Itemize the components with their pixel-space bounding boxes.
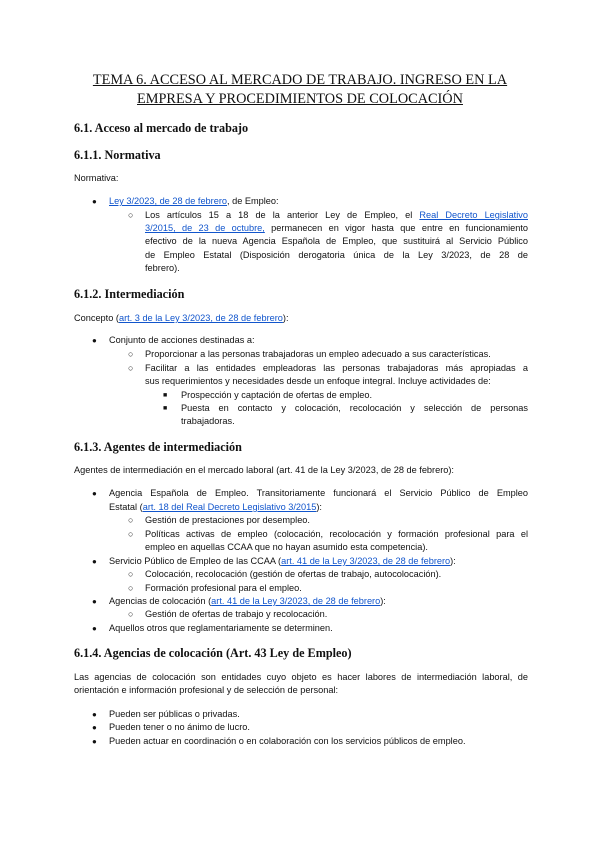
section-heading-6-1-2: 6.1.2. Intermediación — [74, 287, 185, 301]
section-heading-6-1-3: 6.1.3. Agentes de intermediación — [74, 440, 242, 454]
circle-bullet-icon: ○ — [128, 529, 134, 539]
art-41-ley-link[interactable]: art. 41 de la Ley 3/2023, de 28 de febrero — [281, 556, 451, 566]
circle-bullet-icon: ○ — [128, 349, 134, 359]
normativa-subitem-line-1: Los artículos 15 a 18 de la anterior Ley de Empleo, el Real Decreto Legislativo — [145, 210, 528, 220]
agentes-item-2-sub-2: Formación profesional para el empleo. — [145, 583, 302, 593]
bullet-icon: ● — [92, 557, 97, 566]
circle-bullet-icon: ○ — [128, 363, 134, 373]
circle-bullet-icon: ○ — [128, 609, 134, 619]
normativa-subitem-line-4: de Empleo Estatal (Disposición derogatoria única de la Ley 3/2023, de 28 de — [145, 250, 528, 260]
rdl-3-2015-link-cont[interactable]: 3/2015, de 23 de octubre, — [145, 223, 265, 233]
agentes-item-3-sub-1: Gestión de ofertas de trabajo y recolocación. — [145, 609, 328, 619]
circle-bullet-icon: ○ — [128, 210, 134, 220]
square-bullet-icon: ■ — [163, 392, 168, 399]
intermediacion-subitem-1: Proporcionar a las personas trabajadoras un empleo adecuado a sus características. — [145, 349, 491, 359]
section-heading-6-1-1: 6.1.1. Normativa — [74, 148, 161, 162]
agentes-item-1-sub-1: Gestión de prestaciones por desempleo. — [145, 515, 310, 525]
intermediacion-activity-2-line-1: Puesta en contacto y colocación, recolocación y selección de personas — [181, 403, 528, 413]
document-title — [60, 71, 540, 109]
intermediacion-activity-2-line-2: trabajadoras. — [181, 416, 235, 426]
art-3-ley-link[interactable]: art. 3 de la Ley 3/2023, de 28 de febrero — [118, 313, 283, 323]
agencias-paragraph-line-2: orientación e información profesional y de selección de personal: — [74, 685, 339, 695]
agentes-item-1-sub-2-line-1: Políticas activas de empleo (colocación, recolocación y formación profesional para el — [145, 529, 528, 539]
agentes-item-2: Servicio Público de Empleo de las CCAA (art. 41 de la Ley 3/2023, de 28 de febrero): — [109, 556, 456, 566]
art-18-rdl-link[interactable]: art. 18 del Real Decreto Legislativo 3/2015 — [142, 502, 317, 512]
square-bullet-icon: ■ — [163, 405, 168, 412]
intermediacion-activity-1: Prospección y captación de ofertas de empleo. — [181, 390, 373, 400]
section-heading-6-1-4: 6.1.4. Agencias de colocación (Art. 43 Ley de Empleo) — [74, 646, 352, 660]
bullet-icon: ● — [92, 624, 97, 633]
normativa-subitem-line-2: 3/2015, de 23 de octubre, permanecen en vigor hasta que entre en funcionamiento — [145, 223, 528, 233]
agentes-item-1-line-1: Agencia Española de Empleo. Transitoriamente funcionará el Servicio Público de Empleo — [109, 488, 528, 498]
bullet-icon: ● — [92, 710, 97, 719]
agentes-intro: Agentes de intermediación en el mercado laboral (art. 41 de la Ley 3/2023, de 28 de febrero): — [74, 465, 454, 475]
concepto-line: Concepto (art. 3 de la Ley 3/2023, de 28 de febrero): — [74, 313, 289, 323]
title-line-2: EMPRESA Y PROCEDIMIENTOS DE COLOCACIÓN — [137, 91, 463, 107]
agencias-paragraph-line-1: Las agencias de colocación son entidades cuyo objeto es hacer labores de intermediación laboral, de — [74, 672, 528, 682]
intermediacion-subitem-2-line-2: sus requerimientos y necesidades desde un enfoque integral. Incluye actividades de: — [145, 376, 491, 386]
agencias-item-3: Pueden actuar en coordinación o en colaboración con los servicios públicos de empleo. — [109, 736, 466, 746]
agentes-item-1-line-2: Estatal (art. 18 del Real Decreto Legislativo 3/2015): — [109, 502, 322, 512]
normativa-item-1: Ley 3/2023, de 28 de febrero, de Empleo: — [109, 196, 279, 206]
bullet-icon: ● — [92, 489, 97, 498]
normativa-subitem-line-5: febrero). — [145, 263, 180, 273]
art-41-ley-link-2[interactable]: art. 41 de la Ley 3/2023, de 28 de febrero — [211, 596, 381, 606]
circle-bullet-icon: ○ — [128, 515, 134, 525]
agentes-item-4: Aquellos otros que reglamentariamente se determinen. — [109, 623, 333, 633]
intermediacion-item-1: Conjunto de acciones destinadas a: — [109, 335, 255, 345]
bullet-icon: ● — [92, 336, 97, 345]
bullet-icon: ● — [92, 737, 97, 746]
section-heading-6-1: 6.1. Acceso al mercado de trabajo — [74, 121, 249, 135]
bullet-icon: ● — [92, 723, 97, 732]
agentes-item-1-sub-2-line-2: empleo en aquellas CCAA que no hayan asumido esta competencia). — [145, 542, 428, 552]
intermediacion-subitem-2-line-1: Facilitar a las entidades empleadoras las personas trabajadoras más apropiadas a — [145, 363, 528, 373]
circle-bullet-icon: ○ — [128, 569, 134, 579]
agentes-item-2-sub-1: Colocación, recolocación (gestión de ofertas de trabajo, autocolocación). — [145, 569, 442, 579]
rdl-3-2015-link[interactable]: Real Decreto Legislativo — [419, 210, 528, 220]
agencias-item-1: Pueden ser públicas o privadas. — [109, 709, 240, 719]
agencias-item-2: Pueden tener o no ánimo de lucro. — [109, 722, 250, 732]
normativa-intro: Normativa: — [74, 173, 119, 183]
normativa-subitem-line-3: efectivo de la nueva Agencia Española de Empleo, que sustituirá al Servicio Público — [145, 236, 528, 246]
title-line-1: TEMA 6. ACCESO AL MERCADO DE TRABAJO. INGRESO EN LA — [92, 72, 508, 88]
circle-bullet-icon: ○ — [128, 583, 134, 593]
bullet-icon: ● — [92, 597, 97, 606]
ley-3-2023-link[interactable]: Ley 3/2023, de 28 de febrero — [109, 196, 227, 206]
bullet-icon: ● — [92, 197, 97, 206]
agentes-item-3: Agencias de colocación (art. 41 de la Ley 3/2023, de 28 de febrero): — [109, 596, 386, 606]
